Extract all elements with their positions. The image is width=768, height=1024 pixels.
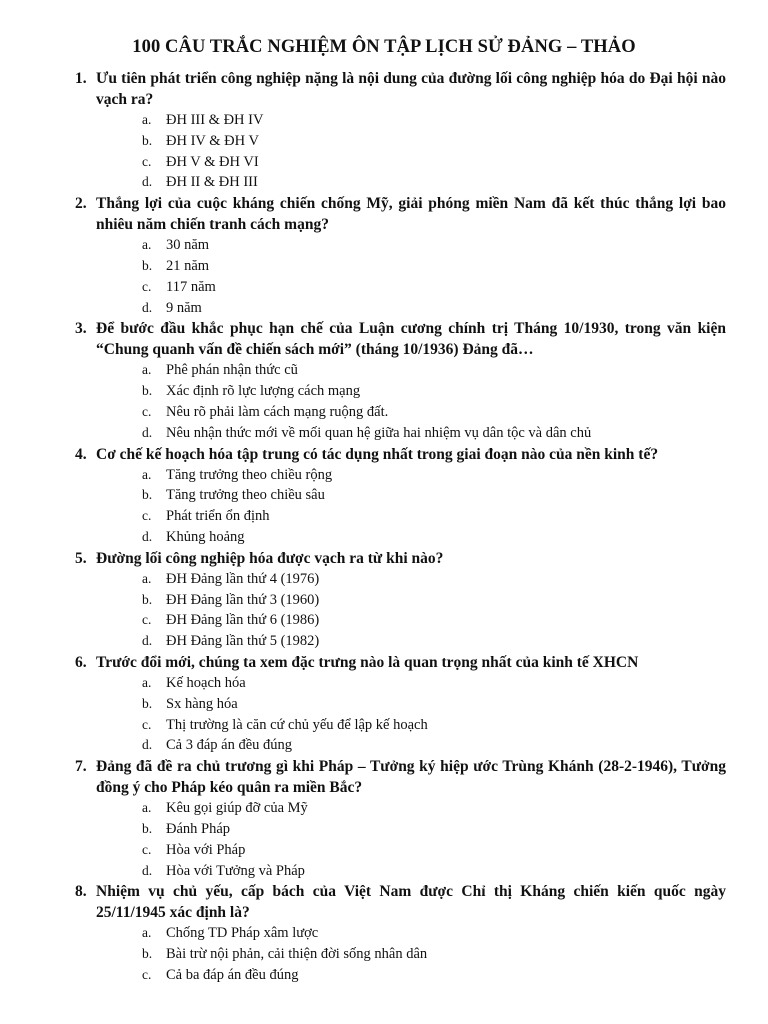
answer-option bbox=[0, 152, 726, 173]
option-text: Cả ba đáp án đều đúng bbox=[166, 966, 299, 983]
option-text: Đánh Pháp bbox=[166, 820, 231, 837]
option-text: 9 năm bbox=[166, 299, 202, 316]
option-text: Nêu nhận thức mới về mối quan hệ giữa hai nhiệm vụ dân tộc và dân chủ bbox=[166, 424, 592, 441]
question-text: Đường lối công nghiệp hóa được vạch ra từ khi nào? bbox=[96, 549, 444, 567]
answer-option bbox=[0, 840, 726, 861]
option-list bbox=[96, 798, 726, 881]
option-letter: c. bbox=[142, 278, 152, 294]
answer-option bbox=[0, 277, 726, 298]
answer-option bbox=[0, 861, 726, 882]
option-letter: b. bbox=[142, 487, 153, 503]
question-item bbox=[0, 548, 768, 652]
option-letter: b. bbox=[142, 591, 153, 607]
option-text: ĐH Đảng lần thứ 4 (1976) bbox=[166, 570, 320, 587]
answer-option bbox=[0, 715, 726, 736]
answer-option bbox=[0, 131, 726, 152]
answer-option bbox=[0, 590, 726, 611]
option-text: Khủng hoảng bbox=[166, 528, 245, 545]
option-letter: c. bbox=[142, 403, 152, 419]
answer-option bbox=[0, 923, 726, 944]
option-text: ĐH IV & ĐH V bbox=[166, 132, 259, 149]
option-letter: d. bbox=[142, 737, 153, 753]
option-letter: b. bbox=[142, 132, 153, 148]
answer-option bbox=[0, 610, 726, 631]
option-text: Chống TD Pháp xâm lược bbox=[166, 925, 319, 942]
answer-option bbox=[0, 110, 726, 131]
option-letter: c. bbox=[142, 716, 152, 732]
answer-option bbox=[0, 485, 726, 506]
answer-option bbox=[0, 298, 726, 319]
option-letter: a. bbox=[142, 570, 152, 586]
answer-option bbox=[0, 819, 726, 840]
option-text: Kêu gọi giúp đỡ của Mỹ bbox=[166, 800, 308, 817]
option-letter: a. bbox=[142, 112, 152, 127]
option-letter: a. bbox=[142, 466, 152, 482]
question-item bbox=[0, 68, 768, 193]
option-text: Hòa với Pháp bbox=[166, 841, 246, 858]
option-letter: a. bbox=[142, 237, 152, 253]
option-text: ĐH Đảng lần thứ 3 (1960) bbox=[166, 591, 320, 608]
option-text: Nêu rõ phải làm cách mạng ruộng đất. bbox=[166, 403, 389, 420]
answer-option bbox=[0, 360, 726, 381]
option-letter: b. bbox=[142, 820, 153, 836]
question-item bbox=[0, 444, 768, 548]
answer-option bbox=[0, 465, 726, 486]
option-letter: a. bbox=[142, 362, 152, 378]
question-number: 4. bbox=[75, 445, 87, 463]
question-number: 2. bbox=[75, 195, 87, 213]
answer-option bbox=[0, 631, 726, 652]
option-letter: c. bbox=[142, 153, 152, 169]
answer-option bbox=[0, 965, 726, 986]
option-letter: c. bbox=[142, 612, 152, 628]
question-text: Trước đổi mới, chúng ta xem đặc trưng nào là quan trọng nhất của kinh tế XHCN bbox=[96, 653, 639, 671]
option-letter: b. bbox=[142, 383, 153, 399]
answer-option bbox=[0, 381, 726, 402]
option-text: ĐH III & ĐH IV bbox=[166, 112, 264, 128]
question-item bbox=[0, 193, 768, 318]
option-letter: c. bbox=[142, 841, 152, 857]
option-letter: b. bbox=[142, 695, 153, 711]
option-letter: d. bbox=[142, 528, 153, 544]
question-item bbox=[0, 652, 768, 756]
question-number: 8. bbox=[75, 883, 87, 901]
answer-option bbox=[0, 172, 726, 193]
option-list bbox=[96, 360, 726, 443]
question-number: 5. bbox=[75, 549, 87, 567]
document-title: 100 CÂU TRẮC NGHIỆM ÔN TẬP LỊCH SỬ ĐẢNG – THẢO bbox=[132, 37, 636, 57]
option-letter: a. bbox=[142, 925, 152, 941]
option-text: 30 năm bbox=[166, 237, 210, 254]
option-text: Tăng trưởng theo chiều rộng bbox=[166, 466, 333, 483]
option-text: Sx hàng hóa bbox=[166, 695, 238, 712]
option-letter: b. bbox=[142, 257, 153, 273]
question-number: 7. bbox=[75, 758, 87, 776]
option-text: ĐH II & ĐH III bbox=[166, 174, 258, 191]
answer-option bbox=[0, 944, 726, 965]
option-text: ĐH Đảng lần thứ 5 (1982) bbox=[166, 633, 320, 650]
option-letter: a. bbox=[142, 674, 152, 690]
question-text: Đảng đã đề ra chủ trương gì khi Pháp – Tưởng ký hiệp ước Trùng Khánh (28-2-1946), Tưởng đồng ý cho Pháp kéo quân ra miền Bắc? bbox=[96, 758, 726, 797]
option-list bbox=[96, 569, 726, 652]
option-letter: d. bbox=[142, 862, 153, 878]
option-text: ĐH Đảng lần thứ 6 (1986) bbox=[166, 612, 320, 629]
question-text: Để bước đầu khắc phục hạn chế của Luận cương chính trị Tháng 10/1930, trong văn kiện “Chung quanh vấn đề chiến sách mới” (tháng 10/1936) Đảng đã… bbox=[96, 320, 726, 359]
answer-option bbox=[0, 506, 726, 527]
option-text: 117 năm bbox=[166, 278, 216, 295]
answer-option bbox=[0, 694, 726, 715]
answer-option bbox=[0, 235, 726, 256]
question-text: Nhiệm vụ chủ yếu, cấp bách của Việt Nam được Chỉ thị Kháng chiến kiến quốc ngày 25/11/1945 xác định là? bbox=[96, 883, 726, 922]
question-text: Cơ chế kế hoạch hóa tập trung có tác dụng nhất trong giai đoạn nào của nền kinh tế? bbox=[96, 445, 659, 463]
question-number: 6. bbox=[75, 653, 87, 671]
option-text: Phát triển ổn định bbox=[166, 508, 270, 525]
option-list bbox=[96, 923, 726, 985]
option-letter: c. bbox=[142, 508, 152, 524]
option-list bbox=[96, 235, 726, 318]
option-text: Kế hoạch hóa bbox=[166, 674, 246, 691]
question-number: 1. bbox=[75, 70, 87, 87]
option-letter: c. bbox=[142, 966, 152, 982]
option-text: Tăng trưởng theo chiều sâu bbox=[166, 487, 325, 504]
option-text: Thị trường là căn cứ chủ yếu để lập kế hoạch bbox=[166, 716, 428, 733]
option-letter: b. bbox=[142, 946, 153, 962]
answer-option bbox=[0, 569, 726, 590]
option-text: Phê phán nhận thức cũ bbox=[166, 362, 298, 379]
option-letter: a. bbox=[142, 800, 152, 816]
option-letter: d. bbox=[142, 174, 153, 190]
option-text: ĐH V & ĐH VI bbox=[166, 153, 259, 170]
answer-option bbox=[0, 673, 726, 694]
answer-option bbox=[0, 735, 726, 756]
option-text: Hòa với Tưởng và Pháp bbox=[166, 862, 305, 879]
option-letter: d. bbox=[142, 299, 153, 315]
question-number: 3. bbox=[75, 320, 87, 338]
option-text: Xác định rõ lực lượng cách mạng bbox=[166, 383, 361, 400]
option-list bbox=[96, 110, 726, 193]
question-list bbox=[0, 68, 768, 986]
question-text: Thắng lợi của cuộc kháng chiến chống Mỹ, giải phóng miền Nam đã kết thúc thắng lợi bao nhiêu năm chiến tranh cách mạng? bbox=[96, 195, 726, 234]
answer-option bbox=[0, 527, 726, 548]
question-item bbox=[0, 318, 768, 443]
question-item bbox=[0, 881, 768, 985]
question-item bbox=[0, 756, 768, 881]
option-letter: d. bbox=[142, 424, 153, 440]
answer-option bbox=[0, 256, 726, 277]
answer-option bbox=[0, 798, 726, 819]
answer-option bbox=[0, 402, 726, 423]
option-letter: d. bbox=[142, 633, 153, 649]
option-text: Cả 3 đáp án đều đúng bbox=[166, 737, 293, 754]
option-text: 21 năm bbox=[166, 257, 210, 274]
question-text: Ưu tiên phát triển công nghiệp nặng là nội dung của đường lối công nghiệp hóa do Đại hội nào vạch ra? bbox=[96, 70, 726, 108]
option-text: Bài trừ nội phản, cải thiện đời sống nhân dân bbox=[166, 946, 428, 963]
option-list bbox=[96, 673, 726, 756]
option-list bbox=[96, 465, 726, 548]
answer-option bbox=[0, 423, 726, 444]
